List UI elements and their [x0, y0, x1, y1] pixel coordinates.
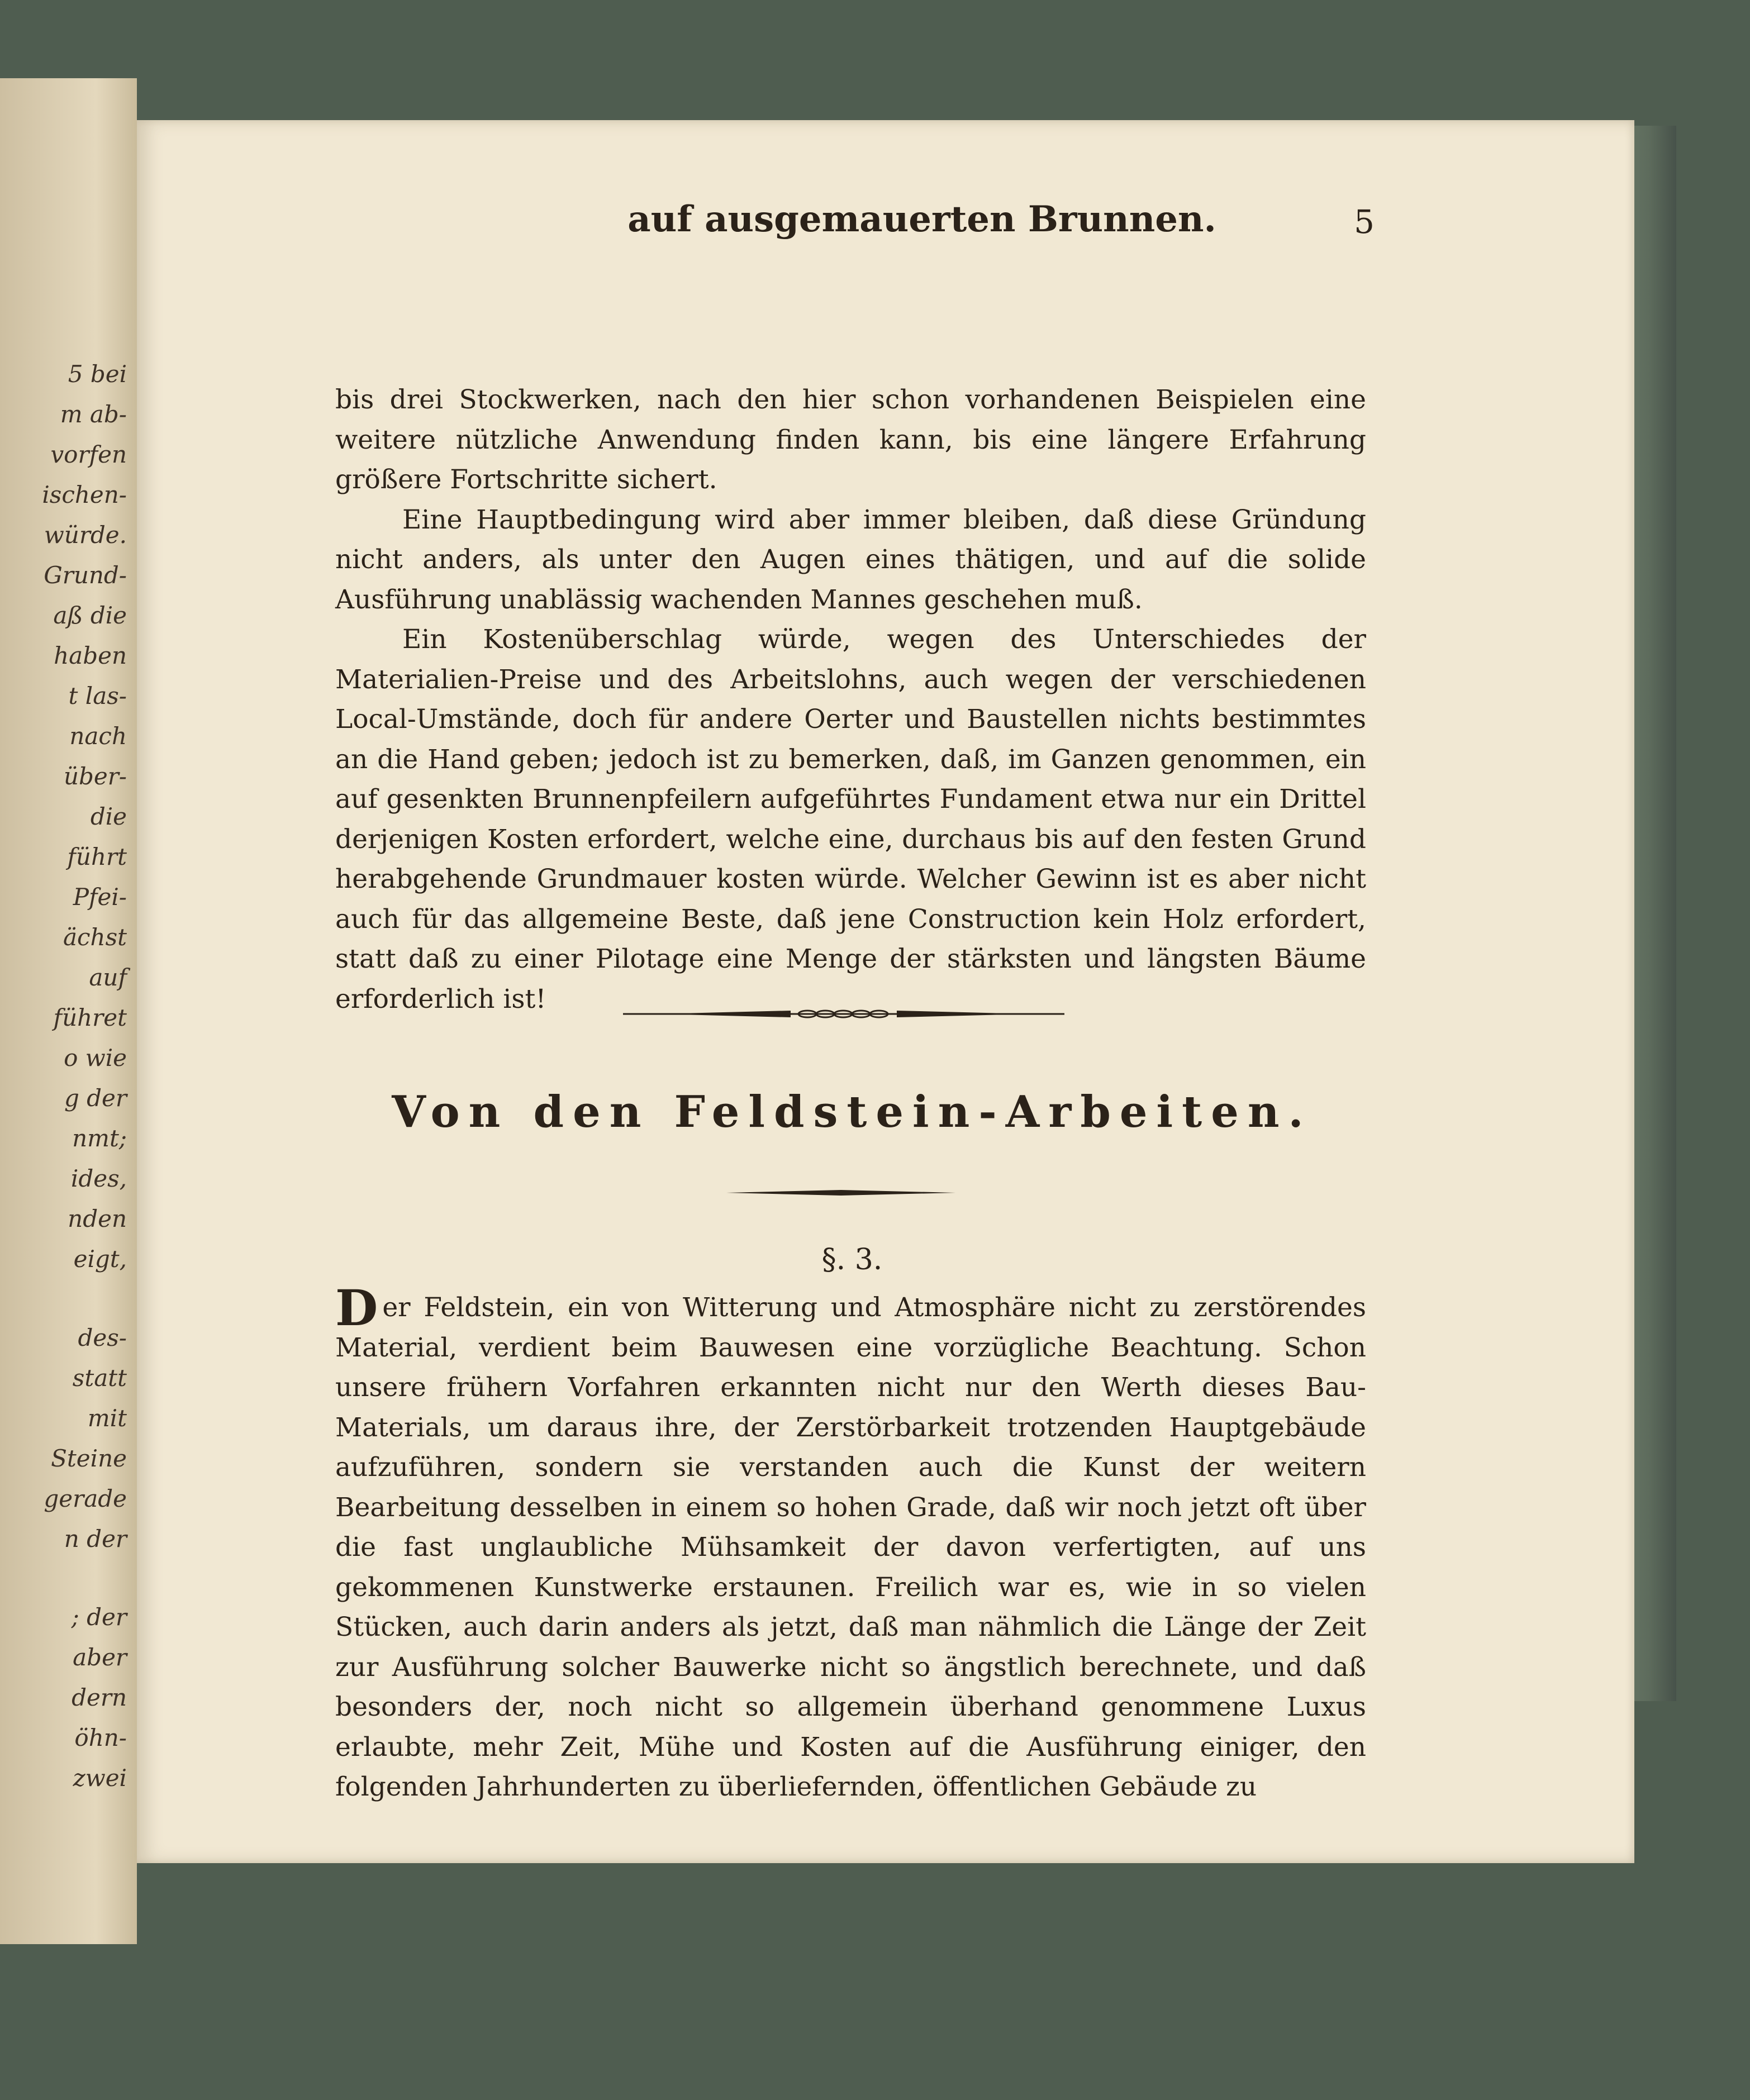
margin-fragment: nmt; — [72, 1125, 127, 1152]
margin-fragment: aß die — [53, 602, 127, 629]
margin-fragment: würde. — [44, 521, 127, 549]
margin-fragment: n der — [64, 1525, 127, 1553]
margin-fragment: eigt, — [73, 1245, 127, 1273]
margin-fragment: führet — [53, 1004, 127, 1031]
ornamental-rule — [623, 1007, 1064, 1021]
running-title: auf ausgemauerten Brunnen. — [627, 198, 1216, 240]
margin-fragment: t las- — [68, 682, 127, 709]
section-paragraph-text: er Feldstein, ein von Witterung und Atmosphäre nicht zu zerstörendes Material, verdient beim Bauwesen eine vorzügliche Beachtung. Schon unsere frühern Vorfahren erkannten nicht nur den Werth dieses Bau-Materials, um daraus ihre, der Zerstörbarkeit trotzenden Hauptgebäude aufzuführen, sondern sie verstanden auch die Kunst der weitern Bearbeitung desselben in einem so hohen Grade, daß wir noch jetzt oft über die fast unglaubliche Mühsamkeit der davon verfertigten, auf uns gekommenen Kunstwerke erstaunen. Freilich war es, wie in so vielen Stücken, auch darin anders als jetzt, daß man nähmlich die Länge der Zeit zur Ausführung solcher Bauwerke nicht so ängstlich berechnete, und daß besonders der, noch nicht so allgemein überhand genommene Luxus erlaubte, mehr Zeit, Mühe und Kosten auf die Ausführung einiger, den folgenden Jahrhunderten zu überliefernden, öffentlichen Gebäude zu — [335, 1292, 1366, 1802]
body-text-top — [335, 380, 1366, 1019]
margin-fragment: g der — [64, 1084, 127, 1112]
margin-fragment: ischen- — [42, 481, 127, 508]
margin-fragment: statt — [72, 1364, 127, 1392]
margin-fragment: ächst — [63, 923, 127, 951]
margin-fragment: Steine — [51, 1445, 127, 1472]
paragraph: Ein Kostenüberschlag würde, wegen des Unterschiedes der Materialien-Preise und des Arbeitslohns, auch wegen der verschiedenen Local-Umstände, doch für andere Oerter und Baustellen nichts bestimmtes an die Hand geben; jedoch ist zu bemerken, daß, im Ganzen genommen, ein auf gesenkten Brunnenpfeilern aufgeführtes Fundament etwa nur ein Drittel derjenigen Kosten erfordert, welche eine, durchaus bis auf den festen Grund herabgehende Grundmauer kosten würde. Welcher Gewinn ist es aber nicht auch für das allgemeine Beste, daß jene Construction kein Holz erfordert, statt daß zu einer Pilotage eine Menge der stärksten und längsten Bäume erforderlich ist! — [335, 624, 1366, 1015]
section-heading: Von den Feldstein-Arbeiten. — [392, 1087, 1312, 1137]
margin-fragment: m ab- — [60, 401, 127, 428]
margin-fragment: aber — [73, 1644, 127, 1671]
previous-page-edge — [0, 78, 137, 1944]
margin-fragment: mit — [87, 1404, 127, 1432]
margin-fragment: 5 bei — [68, 360, 127, 388]
margin-fragment: Grund- — [44, 561, 127, 589]
page-number: 5 — [1354, 203, 1375, 241]
margin-fragment: die — [90, 803, 127, 830]
paragraph: Eine Hauptbedingung wird aber immer bleiben, daß diese Gründung nicht anders, als unter den Augen eines thätigen, und auf die solide Ausführung unablässig wachenden Mannes geschehen muß. — [335, 504, 1366, 615]
margin-fragment: über- — [63, 763, 127, 790]
margin-fragment: ides, — [70, 1165, 127, 1192]
margin-fragment: öhn- — [74, 1724, 127, 1751]
margin-fragment: nach — [69, 722, 127, 750]
paragraph-continued: bis drei Stockwerken, nach den hier schon vorhandenen Beispielen eine weitere nützliche Anwendung finden kann, bis eine längere Erfahrung größere Fortschritte sichert. — [335, 384, 1366, 495]
margin-fragment: vorfen — [50, 441, 127, 468]
page-header — [469, 198, 1375, 254]
margin-fragment: gerade — [44, 1485, 127, 1512]
margin-fragment: haben — [54, 642, 127, 669]
drop-cap: D — [335, 1279, 378, 1337]
margin-fragment: des- — [78, 1324, 127, 1351]
margin-fragment: führt — [67, 843, 127, 870]
margin-fragment: dern — [72, 1684, 127, 1711]
body-text-section — [335, 1279, 1366, 1807]
paragraph-number: §. 3. — [821, 1243, 883, 1277]
section-paragraph — [335, 1279, 1366, 1807]
margin-fragment: Pfei- — [73, 883, 127, 911]
margin-fragment: nden — [68, 1205, 127, 1232]
margin-fragment: zwei — [73, 1764, 127, 1792]
margin-fragment: o wie — [64, 1044, 127, 1072]
section-divider — [726, 1188, 955, 1197]
margin-fragment: auf — [89, 964, 127, 991]
margin-fragment: ; der — [71, 1603, 127, 1631]
